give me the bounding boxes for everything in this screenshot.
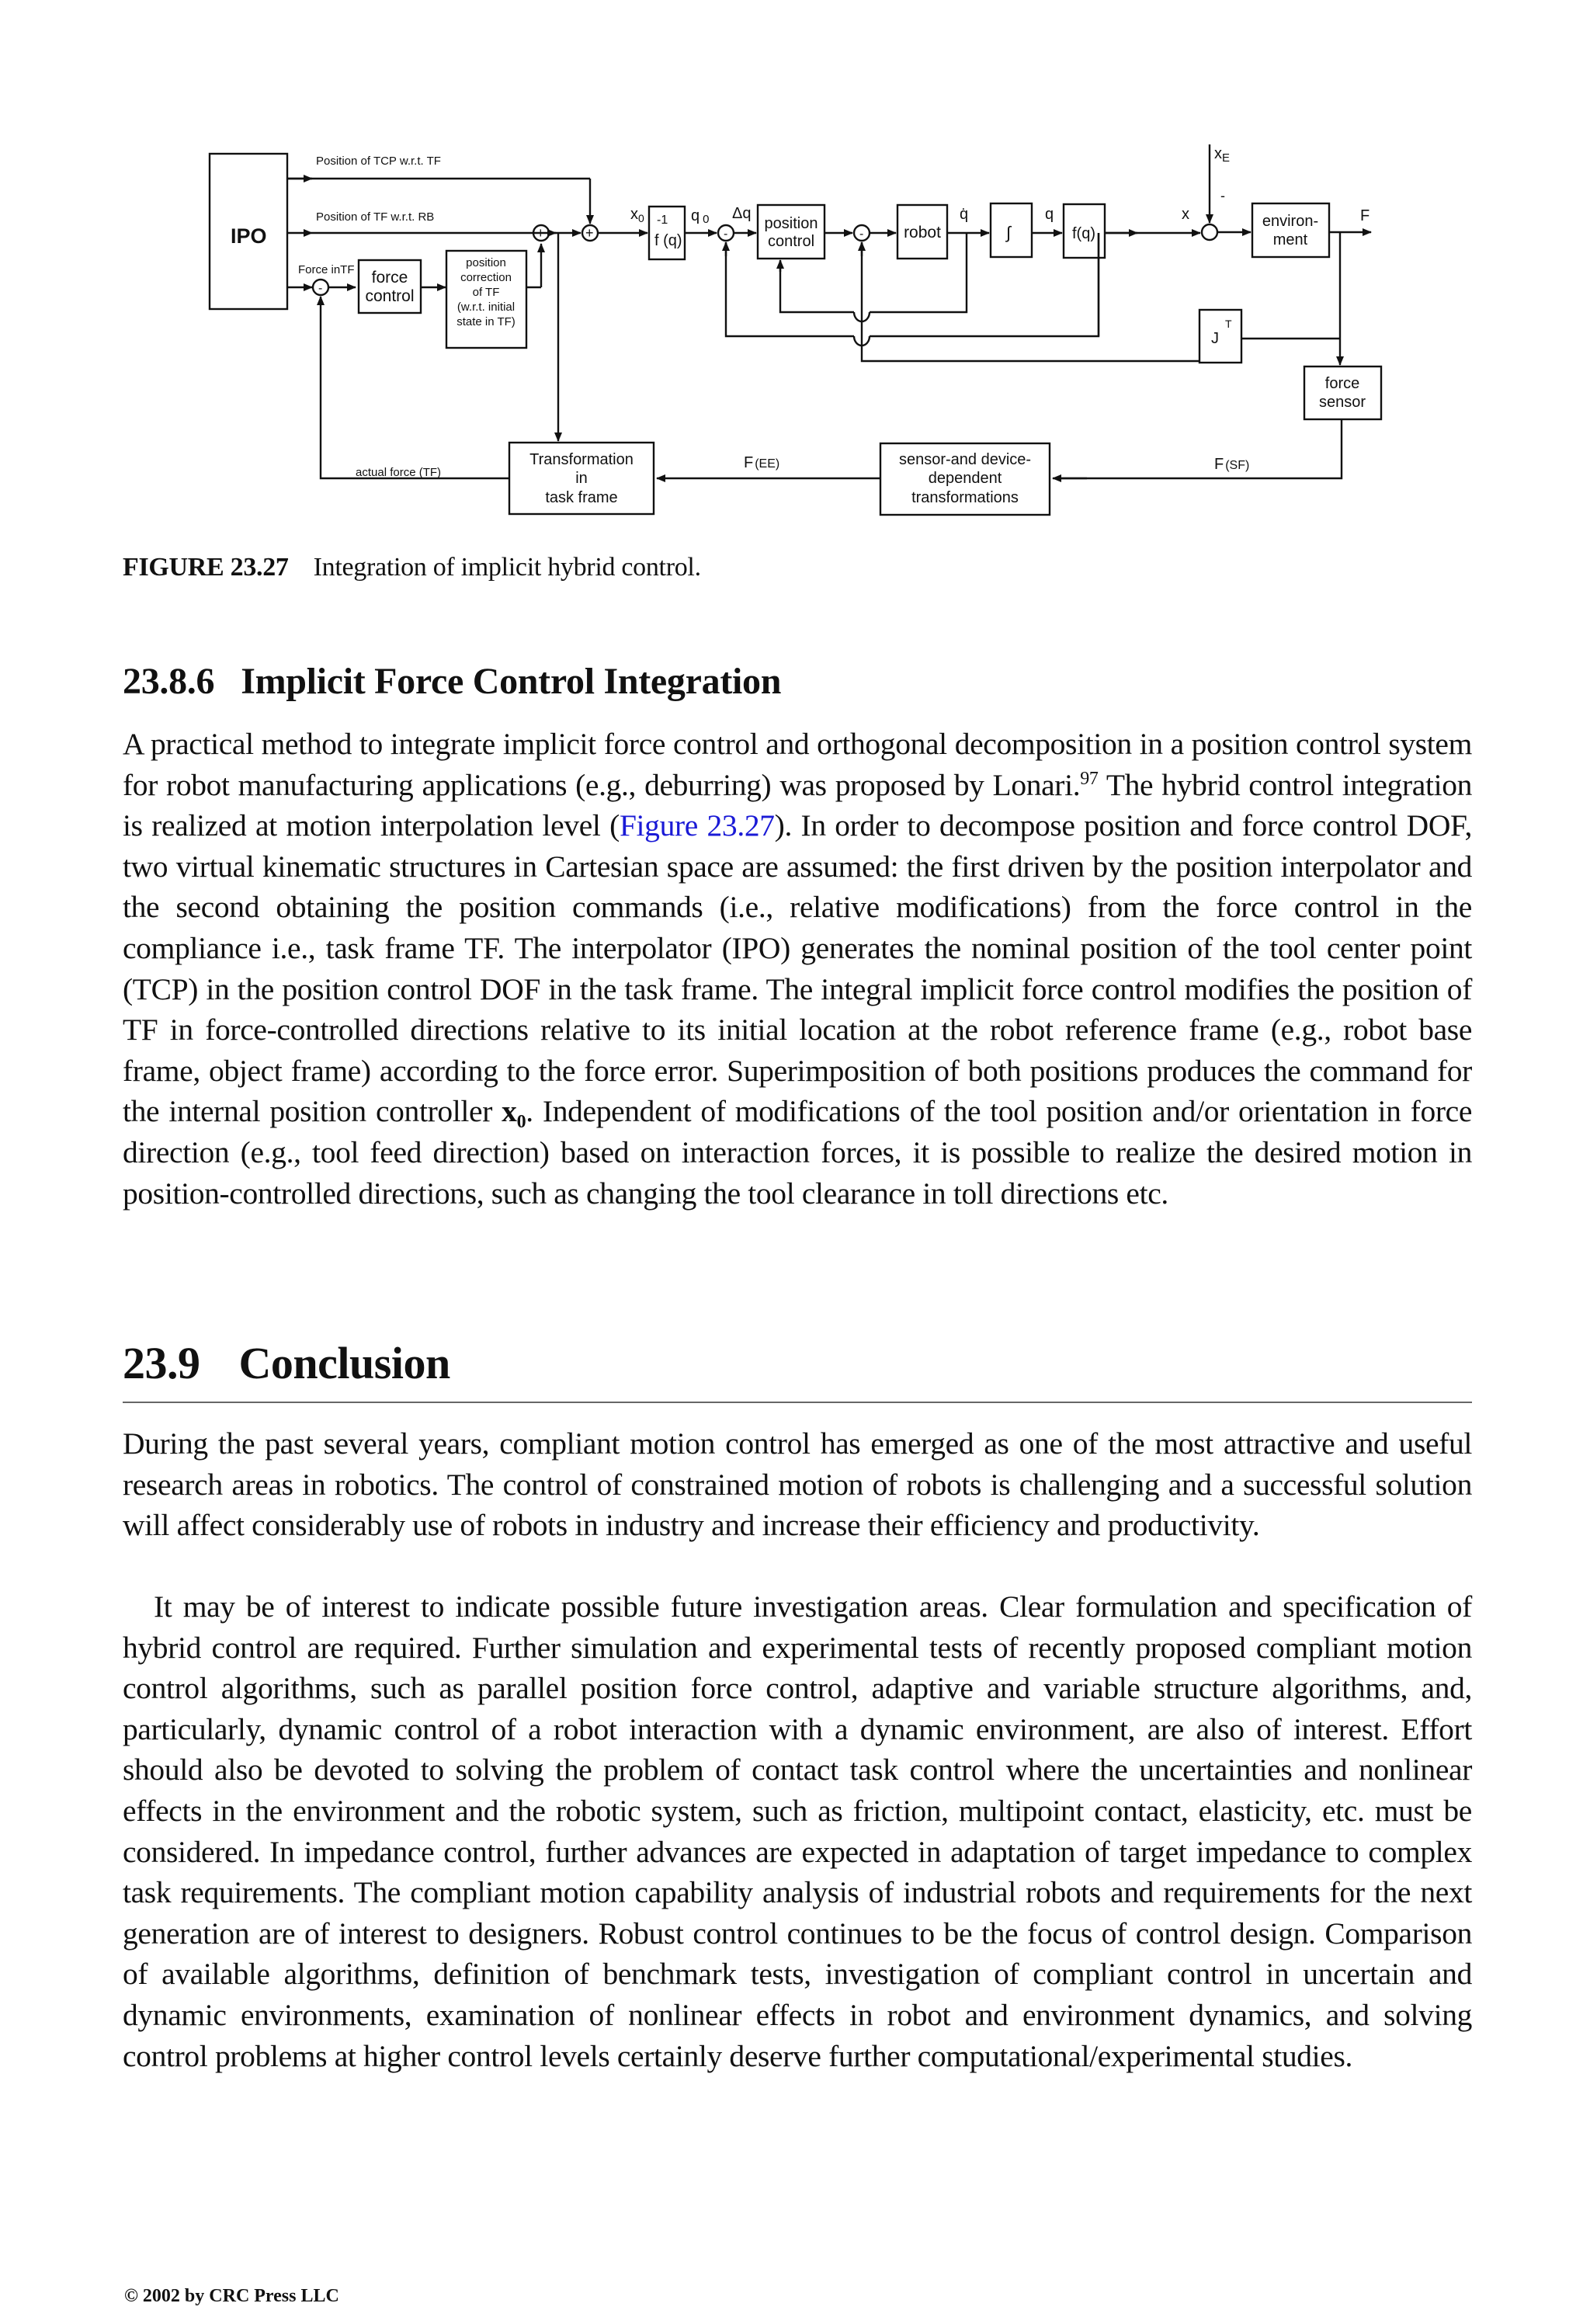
force-output-label: F xyxy=(1360,207,1370,224)
x-label: x xyxy=(1182,206,1189,223)
transformation-label-3: task frame xyxy=(545,489,618,506)
delta-q-sign: - xyxy=(724,228,728,241)
xe-label: $x_E$ xyxy=(1214,145,1231,165)
robot-label: robot xyxy=(904,224,941,241)
figure-link[interactable]: Figure 23.27 xyxy=(619,808,775,843)
jacobian-transpose-superscript: T xyxy=(1225,318,1232,330)
position-correction-line-2: correction xyxy=(460,271,512,284)
f-sf-label: F (SF) xyxy=(1214,456,1250,473)
sensor-transformations-label-1: sensor-and device- xyxy=(898,451,1032,468)
reference-superscript[interactable]: 97 xyxy=(1080,768,1099,789)
force-junction-sign: - xyxy=(318,282,323,295)
section-divider xyxy=(123,1402,1472,1403)
subsection-title: Implicit Force Control Integration xyxy=(241,661,782,702)
q0-label: q 0 xyxy=(691,207,710,226)
figure-label: FIGURE 23.27 xyxy=(123,553,289,582)
environment-label-2: ment xyxy=(1272,231,1308,248)
transformation-label-1: Transformation xyxy=(529,451,634,468)
paragraph-conclusion-2: It may be of interest to indicate possible future investigation areas. Clear formulation and specification of hybrid control are required. Further simulation and experimental tests of recently proposed compliant motion control algorithms, such as parallel position force control, adaptive and variable structure algorithms, and, particularly, dynamic control of a robot interaction with a dynamic environment, are also of interest. Effort should also be devoted to solving the problem of contact task control where the uncertainties and nonlinear effects in the environment and the robotic system, such as friction, multipoint contact, elasticity, etc. must be considered. In impedance control, further advances are expected in adaptation of target impedance to complex task requirements. The compliant motion capability analysis of industrial robots and requirements for the next generation are of interest to designers. Robust control continues to be the focus of control design. Comparison of available algorithms, definition of benchmark tests, investigation of compliant control in uncertain and dynamic environments, examination of nonlinear effects in robot and environment dynamics, and solving control problems at higher control levels certainly deserve further computational/experimental studies. xyxy=(123,1589,1472,2073)
x0-symbol: $x_0$ xyxy=(502,1094,526,1133)
position-control-label-2: control xyxy=(767,233,815,250)
hybrid-control-block-diagram xyxy=(0,0,1590,544)
paragraph-text: The hybrid control integration is realized at motion interpolation level ( xyxy=(123,767,1472,843)
velocity-sign: - xyxy=(859,228,864,241)
copyright-footer: © 2002 by CRC Press LLC xyxy=(124,2286,339,2306)
inverse-kinematics-label: f (q) xyxy=(654,232,682,249)
figure-caption-text: Integration of implicit hybrid control. xyxy=(313,553,701,582)
position-correction-line-1: position xyxy=(466,256,506,269)
sum-sign-2: + xyxy=(585,225,594,241)
environment-block xyxy=(1252,203,1329,257)
sensor-transformations-label-3: transformations xyxy=(911,489,1019,506)
force-control-label-2: control xyxy=(365,287,415,305)
environment-junction xyxy=(1202,224,1217,240)
figure-caption xyxy=(123,553,701,582)
f-ee-label: F (EE) xyxy=(744,454,780,471)
delta-q-label: Δq xyxy=(732,205,752,222)
integrator-symbol: ∫ xyxy=(1006,223,1012,242)
jacobian-transpose-block xyxy=(1199,310,1241,363)
integrator-block xyxy=(991,203,1032,257)
tf-position-label: Position of TF w.r.t. RB xyxy=(316,210,435,224)
subsection-number: 23.8.6 xyxy=(123,661,215,702)
environment-label-1: environ- xyxy=(1262,213,1319,230)
paragraph-conclusion-1: During the past several years, compliant motion control has emerged as one of the most attractive and useful research areas in robotics. The control of constrained motion of robots is challenging and a successful solution will affect considerably use of robots in industry and increase their efficiency and productivity. xyxy=(123,1426,1472,1543)
subsection-heading xyxy=(123,660,781,703)
actual-force-label: actual force (TF) xyxy=(356,466,442,479)
inverse-kinematics-superscript: -1 xyxy=(657,214,668,227)
x0-label: $x_0$ xyxy=(630,206,644,224)
position-control-label-1: position xyxy=(764,215,818,232)
force-sensor-label-1: force xyxy=(1324,375,1360,392)
q-label: q xyxy=(1045,206,1054,223)
paragraph-implicit-force-control xyxy=(123,724,1472,1214)
forward-kinematics-label: f(q) xyxy=(1072,225,1095,242)
tcp-position-label: Position of TCP w.r.t. TF xyxy=(316,155,441,168)
position-correction-line-3: of TF xyxy=(472,286,500,299)
position-correction-line-4: (w.r.t. initial xyxy=(457,300,516,314)
force-in-tf-label: Force inTF xyxy=(298,263,355,276)
force-sensor-label-2: sensor xyxy=(1318,394,1366,411)
position-correction-line-5: state in TF) xyxy=(457,315,516,328)
section-title: Conclusion xyxy=(238,1338,450,1388)
q-dot-label: q̇ xyxy=(960,206,969,223)
force-control-label-1: force xyxy=(371,269,408,287)
section-heading xyxy=(123,1337,450,1389)
paragraph-text: . Independent of modifications of the tool position and/or orientation in force direction (e.g., tool feed direction) based on interaction forces, it is possible to realize the desired motion in position-controlled directions, such as changing the tool clearance in toll directions etc. xyxy=(123,1094,1473,1211)
ipo-label: IPO xyxy=(231,224,267,248)
sensor-transformations-label-2: dependent xyxy=(928,470,1002,487)
section-number: 23.9 xyxy=(123,1338,200,1388)
xe-minus-sign: - xyxy=(1220,188,1225,203)
jacobian-label: J xyxy=(1211,330,1219,347)
transformation-label-2: in xyxy=(575,470,588,487)
paragraph-text: ). In order to decompose position and force control DOF, two virtual kinematic structures in Cartesian space are assumed: the first driven by the position interpolator and the second obtaining the position commands (i.e., relative modifications) from the force control in the compliance i.e., task frame TF. The interpolator (IPO) generates the nominal position of the tool center point (TCP) in the position control DOF in the task frame. The integral implicit force control modifies the position of TF in force-controlled directions relative to its initial location at the robot reference frame (e.g., robot base frame, object frame) according to the force error. Superimposition of both positions produces the command for the internal position controller xyxy=(123,808,1473,1129)
paragraph-text: A practical method to integrate implicit force control and orthogonal decomposition in a position control system for robot manufacturing applications (e.g., deburring) was proposed by Lonari. xyxy=(123,727,1472,802)
sum-sign-1: + xyxy=(536,225,545,241)
